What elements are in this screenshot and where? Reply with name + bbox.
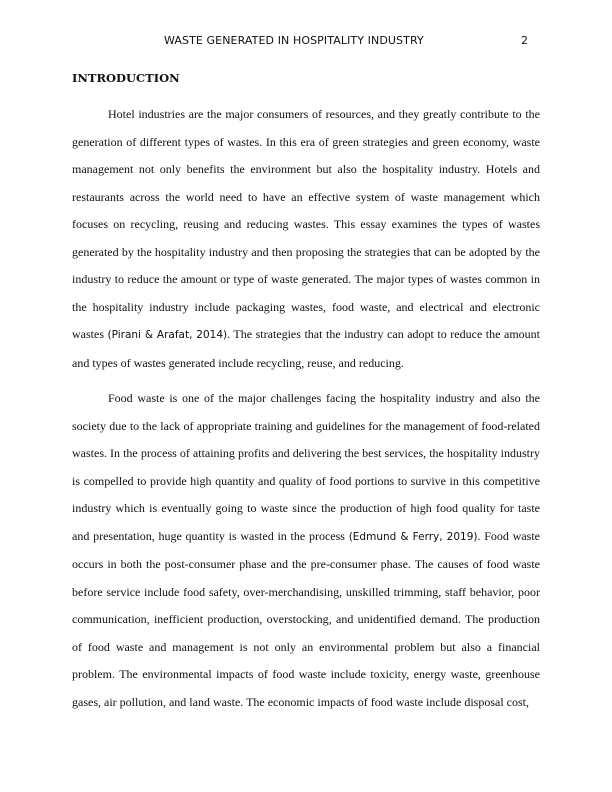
paragraph-introduction <box>72 101 540 377</box>
running-head-title: WASTE GENERATED IN HOSPITALITY INDUSTRY <box>164 34 424 47</box>
running-head <box>72 34 528 50</box>
citation: (Pirani & Arafat, 2014) <box>107 329 228 341</box>
page-number: 2 <box>521 34 528 47</box>
citation: (Edmund & Ferry, 2019) <box>348 530 478 543</box>
section-heading: INTRODUCTION <box>72 71 180 85</box>
paragraph-text: . The strategies that the industry can adopt to reduce the amount and types of wastes generated include recycling, reuse, and reducing. <box>72 327 540 370</box>
paragraph-text: Hotel industries are the major consumers of resources, and they greatly contribute to the generation of different types of wastes. In this era of green strategies and green economy, waste management not only benefits the environment but also the hospitality industry. Hotels and restaurants across the world need to have an effective system of waste management which focuses on recycling, reusing and reducing wastes. This essay examines the types of wastes generated by the hospitality industry and then proposing the strategies that can be adopted by the industry to reduce the amount or type of waste generated. The major types of wastes common in the hospitality industry include packaging wastes, food waste, and electrical and electronic wastes <box>72 107 540 341</box>
paragraph-food-waste <box>72 385 540 716</box>
paragraph-text: . Food waste occurs in both the post-consumer phase and the pre-consumer phase. The causes of food waste before service include food safety, over-merchandising, unskilled trimming, staff behavior, poor communication, inefficient production, overstocking, and unidentified demand. The production of food waste and management is not only an environmental problem but also a financial problem. The environmental impacts of food waste include toxicity, energy waste, greenhouse gases, air pollution, and land waste. The economic impacts of food waste include disposal cost, <box>72 528 540 709</box>
paragraph-text: Food waste is one of the major challenges facing the hospitality industry and also the society due to the lack of appropriate training and guidelines for the management of food-related wastes. In the process of attaining profits and delivering the best services, the hospitality industry is compelled to provide high quantity and quality of food portions to survive in this competitive industry which is eventually going to waste since the production of high food quality for taste and presentation, huge quantity is wasted in the process <box>72 391 540 543</box>
